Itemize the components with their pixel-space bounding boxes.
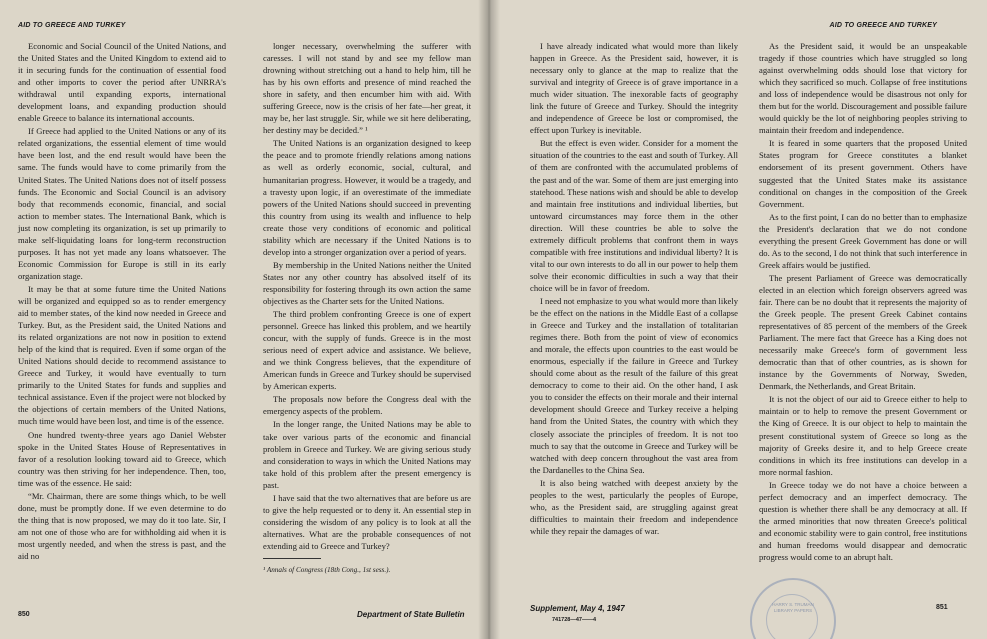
paragraph: But the effect is even wider. Consider for a moment the situation of the countries to the east and south of Turkey. All of them are confronted with the accumulated problems of the past and of the war. Some of them are just emerging into statehood. These nations wish and should be able to develop and maintain free institutions and individual liberties, but untoward circumstances may force them in the other direction. Will these countries be able to solve the extremely difficult problems that confront them in ways compatible with free institutions and individual liberty? It is vital to our own interests to do all in our power to help them solve their economic difficulties in such a way that their choice will be in favor of freedom. <box>530 138 738 293</box>
page-gutter <box>478 0 500 639</box>
stamp-text: HARRY S. TRUMAN LIBRARY PAPERS <box>772 602 814 613</box>
paragraph: It is also being watched with deepest anxiety by the peoples to the west, particularly the peoples of Europe, who, as the President said, are struggling against great difficulties to maintain their freedom and independence while they repair the damages of war. <box>530 477 738 536</box>
paragraph: As the President said, it would be an unspeakable tragedy if those countries which have struggled so long against overwhelming odds should lose that victory for which they sacrificed so much. Collapse of free institutions and loss of independence would be disastrous not only for them but for the world. Discouragement and possible failure would quickly be the lot of neighboring peoples striving to maintain their freedom and independence. <box>759 41 967 136</box>
text-column-3 <box>530 40 738 538</box>
paragraph: The proposals now before the Congress deal with the emergency aspects of the problem. <box>263 394 471 417</box>
supplement-date: Supplement, May 4, 1947 <box>530 604 625 613</box>
footnote-rule <box>263 558 321 559</box>
paragraph: “Mr. Chairman, there are some things which, to be well done, must be promptly done. If we even determine to do the thing that is now proposed, we may do it too late. Sir, I am not one of those who are for withholding aid when it is most urgently needed, and when the stress is past, and the aid no <box>18 490 226 561</box>
paragraph: By membership in the United Nations neither the United States nor any other country has absolved itself of its responsibility for fostering through its own action the same objectives as the Charter sets for the United Nations. <box>263 259 471 306</box>
paragraph: I have already indicated what would more than likely happen in Greece. As the President said, however, it is necessary only to glance at the map to realize that the survival and integrity of Greece is of grave importance in a much wider situation. The inexorable facts of geography link the future of Greece and Turkey. Should the integrity and independence of Greece be lost or compromised, the effect upon Turkey is inevitable. <box>530 41 738 136</box>
paragraph: The United Nations is an organization designed to keep the peace and to promote friendly relations among nations as well as orderly economic, social, cultural, and humanitarian progress. However, it would be a tragedy, and a travesty upon logic, if an overestimate of the immediate powers of the United Nations should succeed in preventing this country from using its wealth and influence to help create those very conditions of economic and political stability which are necessary if the United Nations is to develop into a stronger organization over a period of years. <box>263 138 471 257</box>
page-number: 850 <box>18 611 30 618</box>
text-column-4 <box>759 40 967 564</box>
paragraph: It is not the object of our aid to Greece either to help to maintain or to help to remove the present Government or the King of Greece. It is our object to help to maintain the present constitutional system of Greece so long as the majority of Greeks desire it, and to help Greece create conditions in which its free institutions can develop in a more normal fashion. <box>759 394 967 477</box>
running-head: AID TO GREECE AND TURKEY <box>18 22 126 29</box>
right-page <box>488 0 987 639</box>
paragraph: One hundred twenty-three years ago Daniel Webster spoke in the United States House of Representatives in favor of a resolution looking toward aid to Greece, which country was then striving for her independence. Then, too, time was of the essence. He said: <box>18 429 226 488</box>
paragraph: Economic and Social Council of the United Nations, and the United States and the United Kingdom to extend aid to it in securing funds for the continuation of essential food and other imports to cover the period after UNRRA's withdrawal until expanding exports, international development loans, and expanding production should enable Greece to balance its international accounts. <box>18 41 226 124</box>
paragraph: In Greece today we do not have a choice between a perfect democracy and an imperfect democracy. The question is whether there shall be any democracy at all. If the armed minorities that now threaten Greece's political and economic stability were to gain control, free institutions and human freedoms would disappear and democratic progress would come to an abrupt halt. <box>759 479 967 562</box>
paragraph: The present Parliament of Greece was democratically elected in an election which foreign observers agreed was fair. There can be no doubt that it represents the majority of the Greek people. The present Greek Cabinet contains representatives of 85 percent of the members of the Greek Parliament. The mere fact that Greece has a King does not necessarily make Greece's form of government less democratic than that of other countries, as is shown for instance by the Governments of Norway, Sweden, Denmark, the Netherlands, and Great Britain. <box>759 272 967 392</box>
running-head: AID TO GREECE AND TURKEY <box>829 22 937 29</box>
text-column-2 <box>263 40 471 553</box>
paragraph: I have said that the two alternatives that are before us are to give the help requested or to deny it. An essential step in considering the wisdom of any policy is to look at all the alternatives. What are the probable consequences of not extending aid to Greece and Turkey? <box>263 492 471 551</box>
paragraph: It is feared in some quarters that the proposed United States program for Greece constitutes a blanket endorsement of its present government. Others have suggested that the United States make its assistance conditional on changes in the composition of the Greek Government. <box>759 138 967 209</box>
text-column-1 <box>18 40 226 563</box>
paragraph: I need not emphasize to you what would more than likely be the effect on the nations in the Middle East of a collapse in Greece and Turkey and the installation of totalitarian regimes there. Both from the point of view of economics and morale, the effects upon countries to the east would be enormous, especially if the failure in Greece and Turkey should come about as the result of the failure of this great democracy to come to their aid. On the other hand, I ask you to consider the effects on their morale and their internal development should Greece and Turkey receive a helping hand from the United States, the country with which they closely associate the principles of freedom. It is not too much to say that the outcome in Greece and Turkey will be watched with deep concern throughout the vast area from the Dardanelles to the China Sea. <box>530 295 738 475</box>
page-number: 851 <box>936 604 948 611</box>
paragraph: If Greece had applied to the United Nations or any of its related organizations, the essential element of time would have been lost, and the end result would have been the same. The funds would have to come primarily from the United States. The United Nations does not of itself possess funds. The Economic and Social Council is an advisory body that recommends economic, financial, and social action to member states. The International Bank, which is just now completing its organization, is set up primarily to make self-liquidating loans for long-term reconstruction purposes. It has not yet made any loans whatsoever. The Economic Commission for Europe is still in its early organization stage. <box>18 126 226 281</box>
paragraph: longer necessary, overwhelming the sufferer with caresses. I will not stand by and see my fellow man drowning without stretching out a hand to help him, till he has by his own efforts and presence of mind reached the shore in safety, and then encumber him with aid. With suffering Greece, now is the crisis of her fate—her great, it may be, her last struggle. Sir, while we sit here deliberating, her destiny may be decided.” ¹ <box>263 41 471 136</box>
footnote: ¹ Annals of Congress (18th Cong., 1st sess.). <box>263 566 391 574</box>
paragraph: In the longer range, the United Nations may be able to take over various parts of the economic and financial problem in Greece and Turkey. We are giving serious study and consideration to ways in which the United Nations may take hold of this problem after the present emergency is past. <box>263 419 471 490</box>
paragraph: The third problem confronting Greece is one of expert personnel. Greece has linked this problem, and we heartily concur, with the supply of funds. Greece is in the most serious need of expert advice and assistance. We believe, and we think Congress believes, that the expenditure of American funds in Greece and Turkey should be supervised by American experts. <box>263 309 471 392</box>
stamp-inner-ring <box>766 594 818 639</box>
left-page <box>0 0 488 639</box>
publication-title: Department of State Bulletin <box>357 610 465 619</box>
paragraph: As to the first point, I can do no better than to emphasize the President's declaration that we do not condone everything the present Greek Government has done or will do. As to the second, I do not think that such interference in Greek affairs would be justified. <box>759 211 967 270</box>
library-stamp-seal <box>750 578 836 639</box>
paragraph: It may be that at some future time the United Nations will be organized and equipped so as to render emergency aid to member states, of the kind now needed in Greece and Turkey. But, as the President said, the United Nations and its related organizations are not now in position to extend help of the kind that is required. Even if some organ of the United Nations should decide to recommend assistance to Greece and Turkey, it would have eventually to turn primarily to the United States for funds and supplies and technical assistance. Even if the project were not blocked by the objections of certain members of the United Nations, much time would have been lost, and time is of the essence. <box>18 283 226 427</box>
print-code: 741728—47——4 <box>552 617 597 623</box>
